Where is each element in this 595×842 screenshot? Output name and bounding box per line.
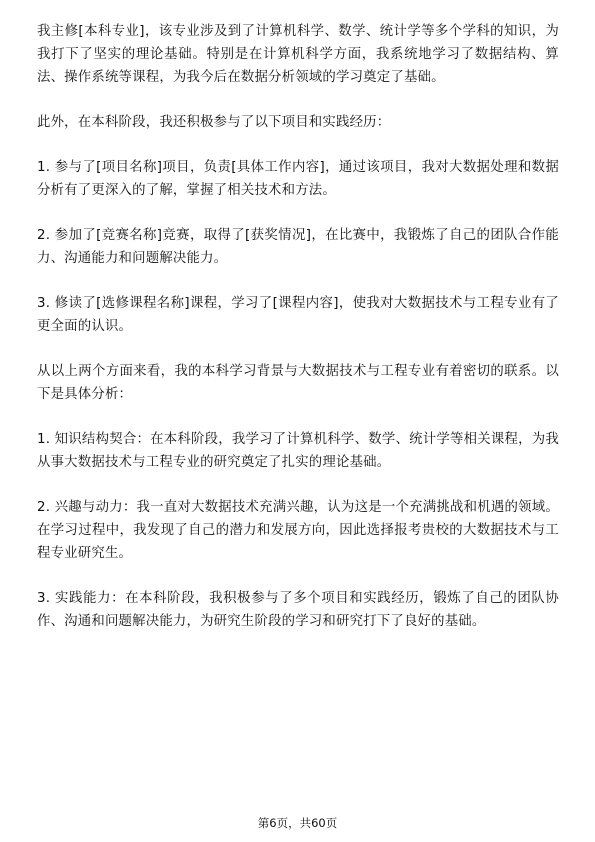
document-body xyxy=(37,20,559,655)
paragraph-analysis-item-1: 1. 知识结构契合：在本科阶段，我学习了计算机科学、数学、统计学等相关课程，为我从事大数据技术与工程专业的研究奠定了扎实的理论基础。 xyxy=(37,432,559,470)
paragraph-projects-intro: 此外，在本科阶段，我还积极参与了以下项目和实践经历： xyxy=(37,115,391,130)
paragraph-analysis-item-2: 2. 兴趣与动力：我一直对大数据技术充满兴趣，认为这是一个充满挑战和机遇的领域。在学习过程中，我发现了自己的潜力和发展方向，因此选择报考贵校的大数据技术与工程专业研究生。 xyxy=(37,500,559,561)
paragraph-major-intro: 我主修[本科专业]，该专业涉及到了计算机科学、数学、统计学等多个学科的知识，为我打下了坚实的理论基础。特别是在计算机科学方面，我系统地学习了数据结构、算法、操作系统等课程，为我今后在数据分析领域的学习奠定了基础。 xyxy=(37,24,559,85)
paragraph-project-item-3: 3. 修读了[选修课程名称]课程，学习了[课程内容]，使我对大数据技术与工程专业有了更全面的认识。 xyxy=(37,296,559,334)
page-number-footer: 第6页，共60页 xyxy=(257,816,338,830)
paragraph-analysis-intro: 从以上两个方面来看，我的本科学习背景与大数据技术与工程专业有着密切的联系。以下是具体分析： xyxy=(37,364,559,402)
paragraph-analysis-item-3: 3. 实践能力：在本科阶段，我积极参与了多个项目和实践经历，锻炼了自己的团队协作、沟通和问题解决能力，为研究生阶段的学习和研究打下了良好的基础。 xyxy=(37,591,559,629)
paragraph-project-item-2: 2. 参加了[竞赛名称]竞赛，取得了[获奖情况]，在比赛中，我锻炼了自己的团队合作能力、沟通能力和问题解决能力。 xyxy=(37,228,559,266)
paragraph-project-item-1: 1. 参与了[项目名称]项目，负责[具体工作内容]，通过该项目，我对大数据处理和数据分析有了更深入的了解，掌握了相关技术和方法。 xyxy=(37,160,559,198)
